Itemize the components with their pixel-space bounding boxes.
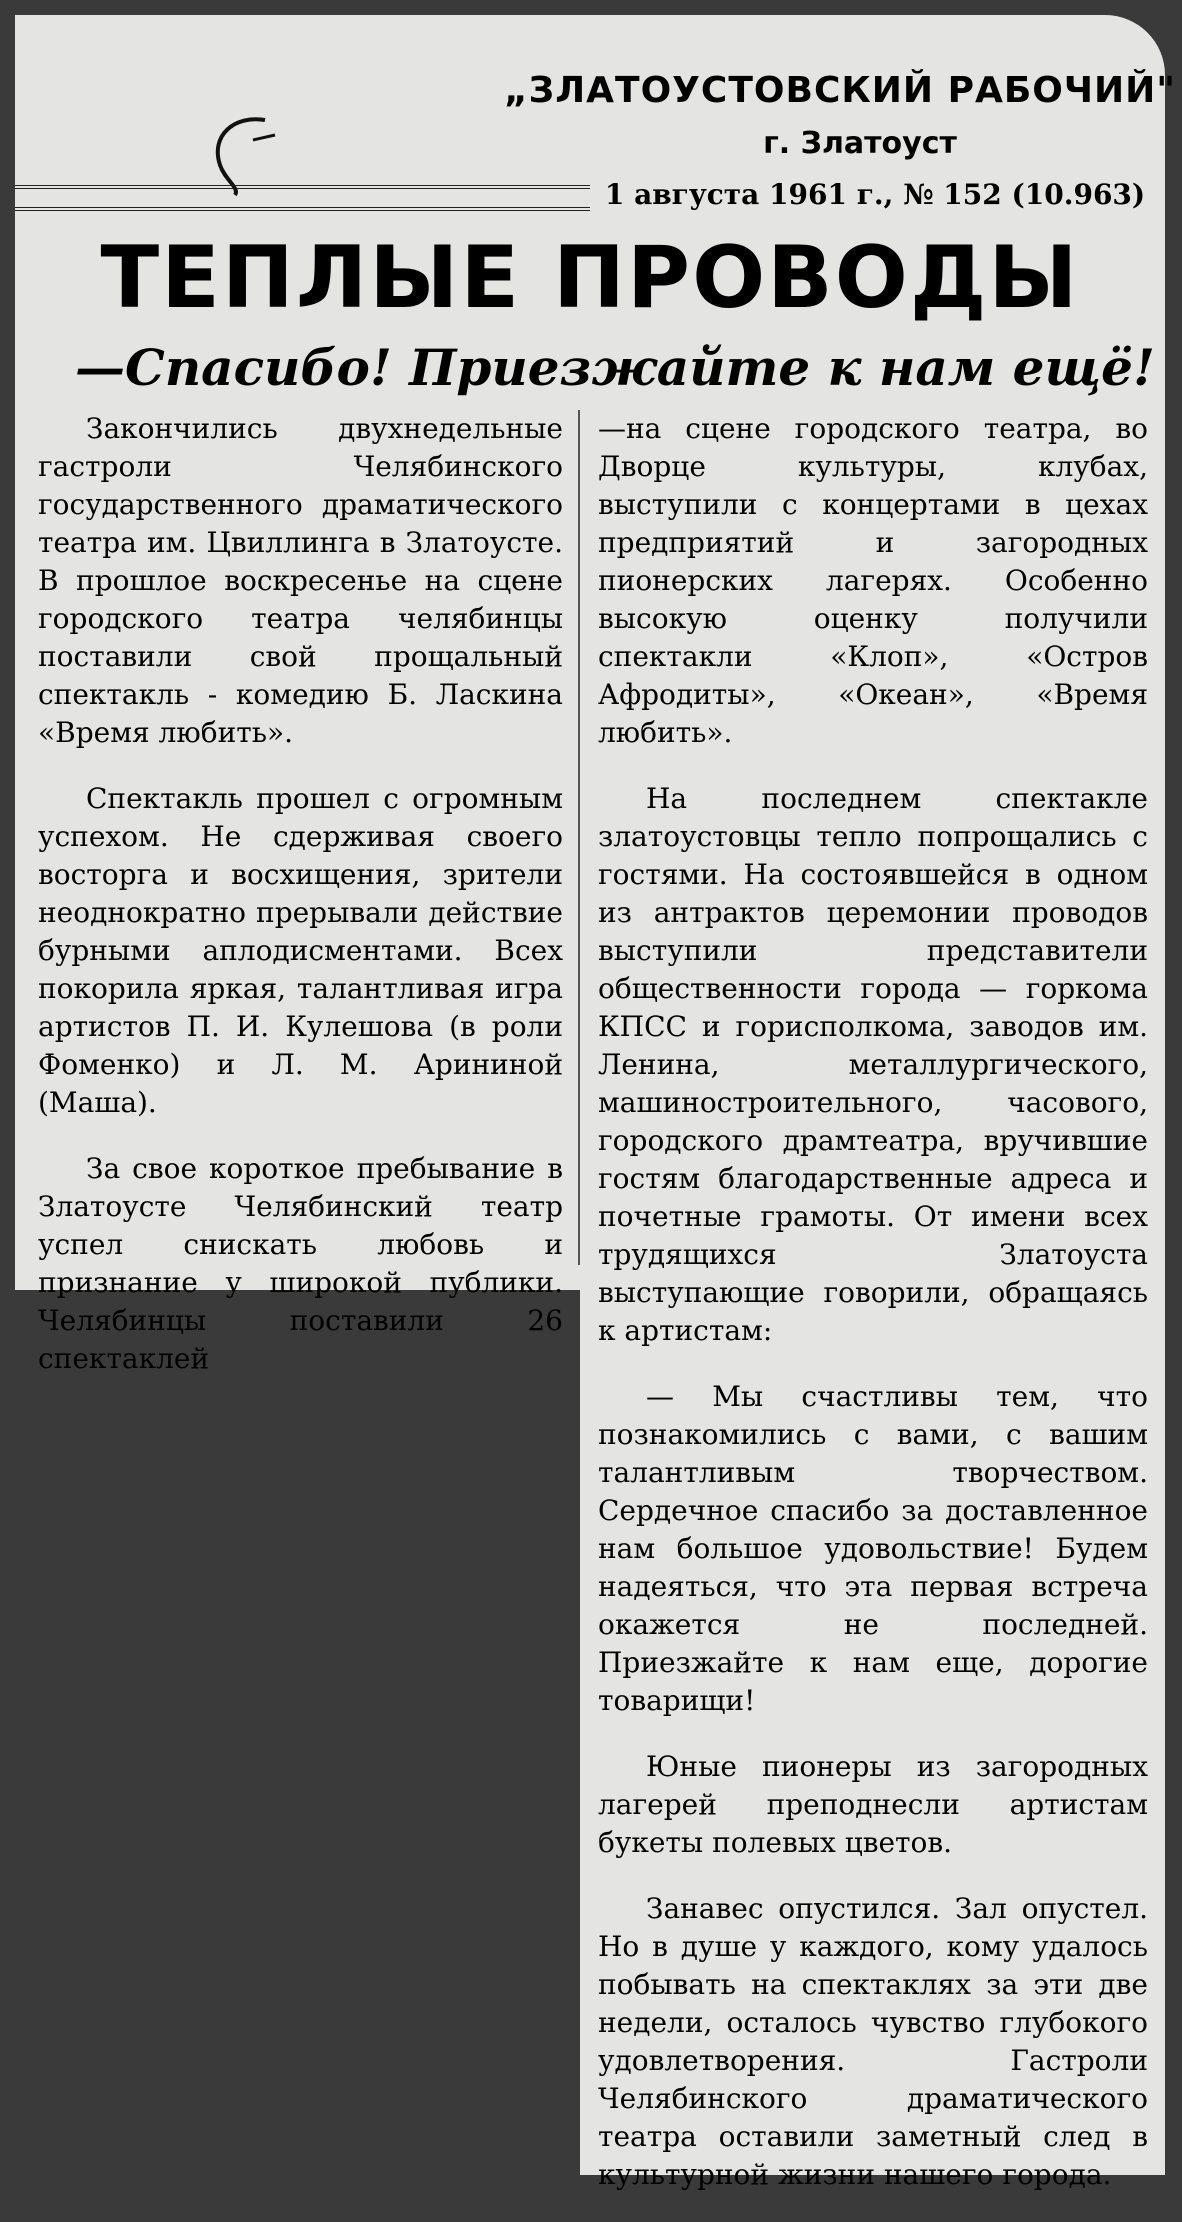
paragraph: Закончились двухнедельные гастроли Челябинского государственного драматического театра им. Цвиллинга в Златоусте. В прошлое воскресенье на сцене городского театра челябинцы поставили свой прощальный спектакль - комедию Б. Ласкина «Время любить». xyxy=(38,412,563,749)
paragraph: —на сцене городского театра, во Дворце культуры, клубах, выступили с концертами в цехах предприятий и загородных пионерских лагерях. Особенно высокую оценку получили спектакли «Клоп», «Остров Афродиты», «Океан», «Время любить». xyxy=(598,412,1148,749)
right-column xyxy=(598,410,1148,2222)
paragraph: На последнем спектакле златоустовцы тепло попрощались с гостями. На состоявшейся в одном из антрактов церемонии проводов выступили представители общественности города — горкома КПСС и горисполкома, заводов им. Ленина, металлургического, машиностроительного, часового, городского драмтеатра, вручившие гостям благодарственные адреса и почетные грамоты. От имени всех трудящихся Златоуста выступающие говорили, обращаясь к артистам: xyxy=(598,782,1148,1347)
paragraph: — Мы счастливы тем, что познакомились с вами, с вашим талантливым творчеством. Сердечное спасибо за доставленное нам большое удовольствие! Будем надеяться, что эта первая встреча окажется не последней. Приезжайте к нам еще, дорогие товарищи! xyxy=(598,1380,1148,1717)
masthead-rule xyxy=(15,185,590,211)
paragraph: За свое короткое пребывание в Златоусте Челябинский театр успел снискать любовь и признание у широкой публики. Челябинцы поставили 26 спектаклей xyxy=(38,1152,563,1375)
newspaper-name: „ЗЛАТОУСТОВСКИЙ РАБОЧИЙ" xyxy=(504,70,1176,111)
newspaper-city: г. Златоуст xyxy=(763,126,957,161)
article-subheadline: —Спасибо! Приезжайте к нам ещё! xyxy=(75,338,1155,397)
paragraph: Юные пионеры из загородных лагерей преподнесли артистам букеты полевых цветов. xyxy=(598,1750,1148,1859)
column-divider xyxy=(578,410,580,1265)
left-column xyxy=(38,410,563,1406)
issue-date: 1 августа 1961 г., № 152 (10.963) xyxy=(604,178,1146,211)
paragraph: Занавес опустился. Зал опустел. Но в душе у каждого, кому удалось побывать на спектаклях за эти две недели, осталось чувство глубокого удовлетворения. Гастроли Челябинского драматического театра оставили заметный след в культурной жизни нашего города. xyxy=(598,1892,1148,2191)
article-headline: ТЕПЛЫЕ ПРОВОДЫ xyxy=(100,228,1080,328)
paragraph: Спектакль прошел с огромным успехом. Не сдерживая своего восторга и восхищения, зрители неоднократно прерывали действие бурными аплодисментами. Всех покорила яркая, талантливая игра артистов П. И. Кулешова (в роли Фоменко) и Л. М. Арининой (Маша). xyxy=(38,782,563,1119)
